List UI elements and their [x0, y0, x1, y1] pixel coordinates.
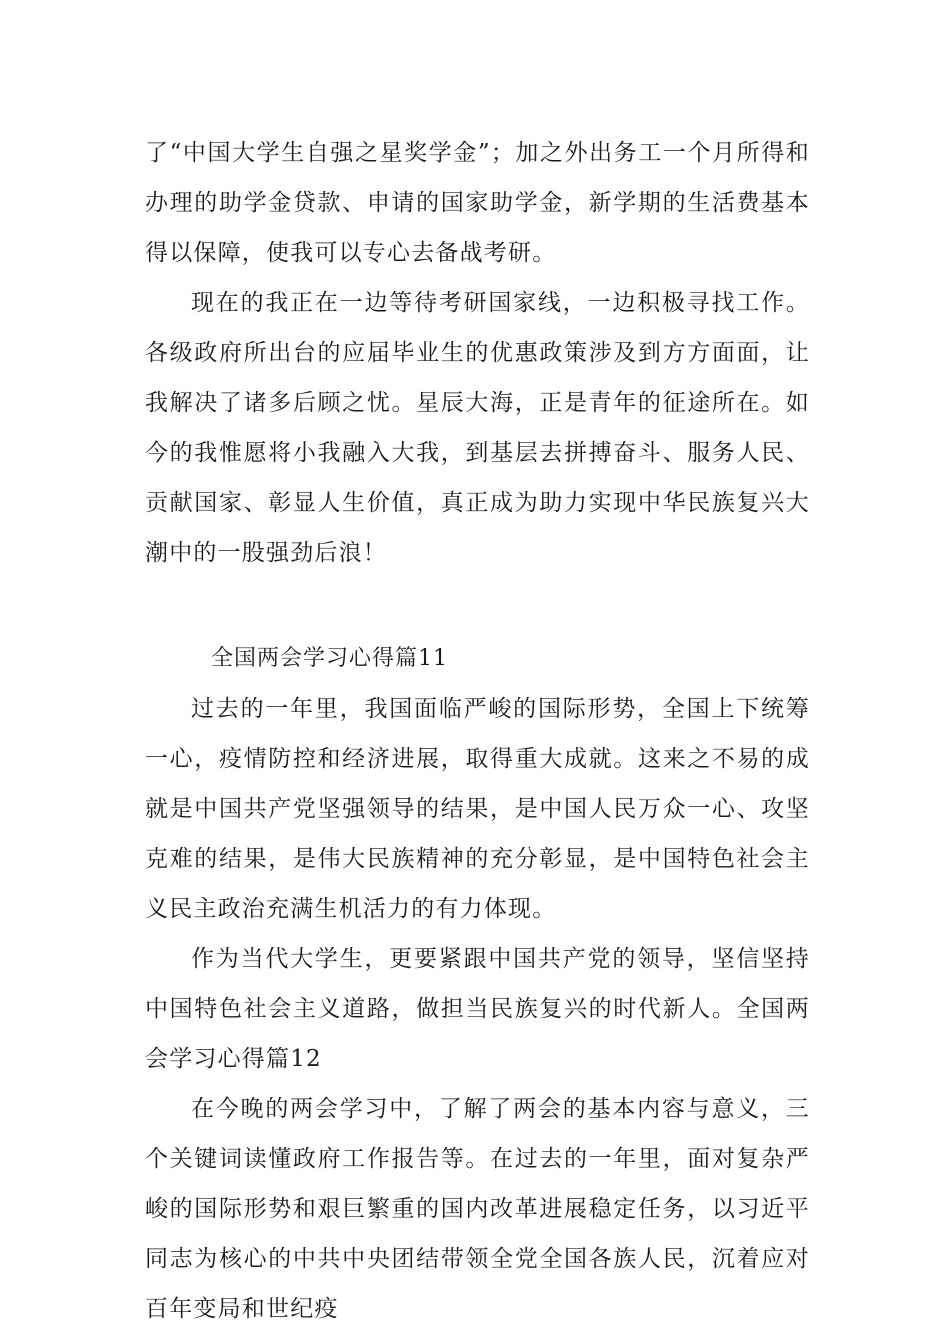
section-heading: 全国两会学习心得篇11 — [211, 646, 448, 671]
paragraph-5: 在今晚的两会学习中，了解了两会的基本内容与意义，三个关键词读懂政府工作报告等。在过去的一年里，面对复杂严峻的国际形势和艰巨繁重的国内改革进展稳定任务，以习近平同志为核心的中共中央团结带领全党全国各族人民，沉着应对百年变局和世纪疫 — [145, 1096, 810, 1322]
paragraph-2: 现在的我正在一边等待考研国家线，一边积极寻找工作。各级政府所出台的应届毕业生的优惠政策涉及到方方面面，让我解决了诸多后顾之忧。星辰大海，正是青年的征途所在。如今的我惟愿将小我融入大我，到基层去拼搏奋斗、服务人民、贡献国家、彰显人生价值，真正成为助力实现中华民族复兴大潮中的一股强劲后浪！ — [145, 290, 810, 566]
paragraph-4: 作为当代大学生，更要紧跟中国共产党的领导，坚信坚持中国特色社会主义道路，做担当民族复兴的时代新人。全国两会学习心得篇12 — [145, 946, 810, 1072]
paragraph-1: 了“中国大学生自强之星奖学金”；加之外出务工一个月所得和办理的助学金贷款、申请的国家助学金，新学期的生活费基本得以保障，使我可以专心去备战考研。 — [145, 140, 810, 266]
paragraph-3: 过去的一年里，我国面临严峻的国际形势，全国上下统筹一心，疫情防控和经济进展，取得重大成就。这来之不易的成就是中国共产党坚强领导的结果，是中国人民万众一心、攻坚克难的结果，是伟大民族精神的充分彰显，是中国特色社会主义民主政治充满生机活力的有力体现。 — [145, 696, 810, 922]
section-gap — [145, 578, 810, 634]
document-page — [145, 128, 810, 1334]
